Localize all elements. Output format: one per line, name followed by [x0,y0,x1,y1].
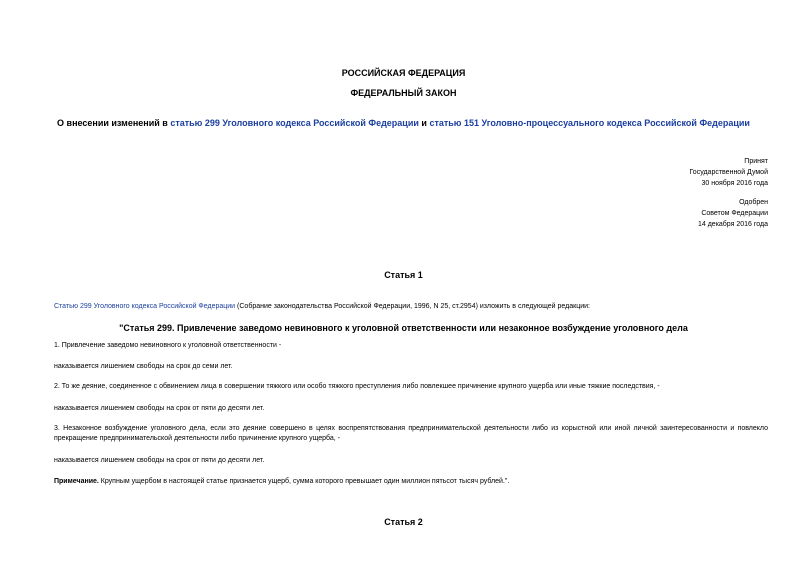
title-middle: и [418,118,430,128]
title-link-article-151[interactable]: статью 151 Уголовно-процессуального кодекса Российской Федерации [429,118,750,128]
adoption-line2: Государственной Думой [689,169,768,176]
adoption-line1: Принят [744,158,768,165]
new-article-title: "Статья 299. Привлечение заведомо невиновного к уголовной ответственности или незаконное возбуждение уголовного дела [119,323,688,333]
law-title [0,118,807,128]
title-link-article-299[interactable]: статью 299 Уголовного кодекса Российской Федерации [170,118,419,128]
approval-date: 14 декабря 2016 года [697,221,768,228]
article2-heading: Статья 2 [384,517,423,527]
note [54,477,768,487]
paragraph-2-penalty: наказывается лишением свободы на срок от пяти до десяти лет. [54,405,265,412]
article1-intro [54,302,768,312]
intro-rest: (Собрание законодательства Российской Федерации, 1996, N 25, ст.2954) изложить в следующей редакции: [235,303,590,310]
adoption-date: 30 ноября 2016 года [701,180,768,187]
paragraph-3-penalty: наказывается лишением свободы на срок от пяти до десяти лет. [54,457,265,464]
approval-line2: Советом Федерации [701,210,768,217]
title-prefix: О внесении изменений в [57,118,171,128]
law-type-heading: ФЕДЕРАЛЬНЫЙ ЗАКОН [350,88,457,98]
adoption-block [689,156,768,189]
note-text: Крупным ущербом в настоящей статье признается ущерб, сумма которого превышает один миллион пятьсот тысяч рублей.". [98,478,510,485]
paragraph-1-penalty: наказывается лишением свободы на срок до семи лет. [54,363,233,370]
country-heading: РОССИЙСКАЯ ФЕДЕРАЦИЯ [341,68,466,78]
paragraph-3: 3. Незаконное возбуждение уголовного дела, если это деяние совершено в целях воспрепятствования предпринимательской деятельности либо из корыстной или иной личной заинтересованности и повлекло прекращение предпринимательской деятельности либо причинение крупного ущерба, - [54,425,768,442]
intro-link-article-299[interactable]: Статью 299 Уголовного кодекса Российской Федерации [54,303,236,310]
paragraph-1: 1. Привлечение заведомо невиновного к уголовной ответственности - [54,342,282,349]
article1-heading: Статья 1 [384,270,423,280]
approval-line1: Одобрен [739,199,768,206]
note-label: Примечание. [54,478,99,485]
paragraph-2: 2. То же деяние, соединенное с обвинением лица в совершении тяжкого или особо тяжкого преступления либо повлекшее причинение крупного ущерба или иные тяжкие последствия, - [54,383,660,390]
approval-block [698,197,768,230]
